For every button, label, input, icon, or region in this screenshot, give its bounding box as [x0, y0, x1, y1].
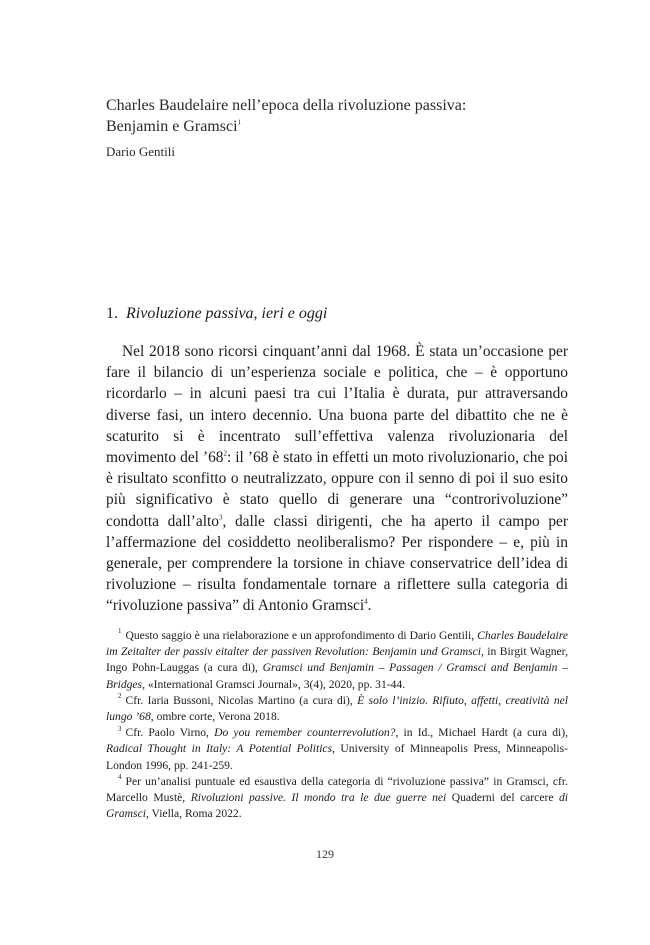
- footnote-1: [106, 628, 568, 693]
- footnote-number: 3: [118, 724, 122, 733]
- title-footnote-ref[interactable]: 1: [237, 118, 242, 127]
- footnotes: [106, 628, 568, 822]
- body-text-1: Nel 2018 sono ricorsi cinquant’anni dal 1968. È stata un’occasione per fare il bilancio di un’esperienza sociale e politica, che – è opportuno ricordarlo – in alcuni paesi tra cui l’Italia è durata, pur attraversando diverse fasi, un intero decennio. Una buona parte del dibattito che ne è scaturito si è incentrato sull’effettiva valenza rivoluzionaria del movimento del ’68: [106, 343, 568, 467]
- section-number: 1.: [106, 305, 118, 322]
- section-heading: [106, 304, 327, 324]
- footnote-italic: Radical Thought in Italy: A Potential Politics: [106, 742, 333, 756]
- footnote-4: [106, 774, 568, 823]
- footnote-italic: Charles Baudelaire im Zeitalter der passiv eitalter der passiven Revolution: Benjamin und Gramsci: [106, 629, 568, 659]
- section-title: Rivoluzione passiva, ieri e oggi: [126, 305, 328, 322]
- footnote-text: , «International Gramsci Journal», 3(4), 2020, pp. 31-44.: [142, 677, 406, 691]
- footnote-number: 1: [118, 627, 122, 636]
- footnote-text: , University of Minneapolis Press, Minneapolis-London 1996, pp. 241-259.: [106, 742, 568, 772]
- body-text-3: , dalle classi dirigenti, che ha aperto il campo per l’affermazione del cosiddetto neoliberalismo? Per rispondere – e, più in generale, per comprendere la torsione in chiave conservatrice dell’idea di rivoluzione – risulta fondamentale tornare a riflettere sulla categoria di “rivoluzione passiva” di Antonio Gramsci: [106, 512, 568, 615]
- footnote-italic: È solo l’inizio. Rifiuto, affetti, creatività nel lungo ’68: [106, 693, 568, 724]
- footnote-text: , ombre corte, Verona 2018.: [150, 710, 280, 724]
- footnote-text: Cfr. Iaria Bussoni, Nicolas Martino (a cura di),: [125, 693, 358, 707]
- footnote-italic: di Gramsci: [106, 791, 568, 821]
- chapter-author: Dario Gentili: [106, 144, 175, 159]
- footnote-ref-3[interactable]: 3: [218, 513, 223, 522]
- footnote-number: 4: [118, 773, 122, 782]
- footnote-text: , Viella, Roma 2022.: [145, 807, 242, 821]
- footnote-2: [106, 693, 568, 725]
- footnote-italic: Gramsci und Benjamin – Passagen / Gramsci and Benjamin – Bridges: [106, 661, 569, 691]
- page-number: 129: [316, 847, 334, 861]
- chapter-title-line-2: Benjamin e Gramsci: [106, 118, 238, 135]
- body-text-2: : il ’68 è stato in effetti un moto rivoluzionario, che poi è risultato sconfitto o neutralizzato, oppure con il senno di poi il suo esito più significativo è stato quello di generare una “controrivoluzione” condotta dall’alto: [106, 449, 569, 530]
- footnote-ref-2[interactable]: 2: [223, 449, 227, 458]
- chapter-title-line-1: Charles Baudelaire nell’epoca della rivoluzione passiva:: [106, 97, 467, 114]
- footnote-italic: Do you remember counterrevolution?: [214, 726, 396, 740]
- footnote-text: Questo saggio è una rielaborazione e un approfondimento di Dario Gentili,: [125, 629, 478, 642]
- footnote-italic: Rivoluzioni passive. Il mondo tra le due guerre nei: [190, 791, 447, 805]
- footnote-3: [106, 725, 568, 774]
- body-text-4: .: [367, 597, 372, 615]
- footnote-text: , in Birgit Wagner, Ingo Pohn-Lauggas (a cura di),: [106, 645, 568, 675]
- footnote-text: , in Id., Michael Hardt (a cura di),: [395, 726, 569, 740]
- footnote-text: Cfr. Paolo Virno,: [125, 726, 215, 740]
- footnote-number: 2: [118, 692, 122, 701]
- footnote-ref-4[interactable]: 4: [364, 598, 368, 607]
- footnote-text: Quaderni del carcere: [446, 791, 559, 805]
- chapter-title: [106, 95, 576, 137]
- chapter-header: [106, 95, 576, 161]
- footnote-text: Per un’analisi puntuale ed esaustiva della categoria di “rivoluzione passiva” in Gramsci, cfr. Marcello Mustè,: [106, 774, 568, 805]
- body-paragraph: [106, 341, 568, 617]
